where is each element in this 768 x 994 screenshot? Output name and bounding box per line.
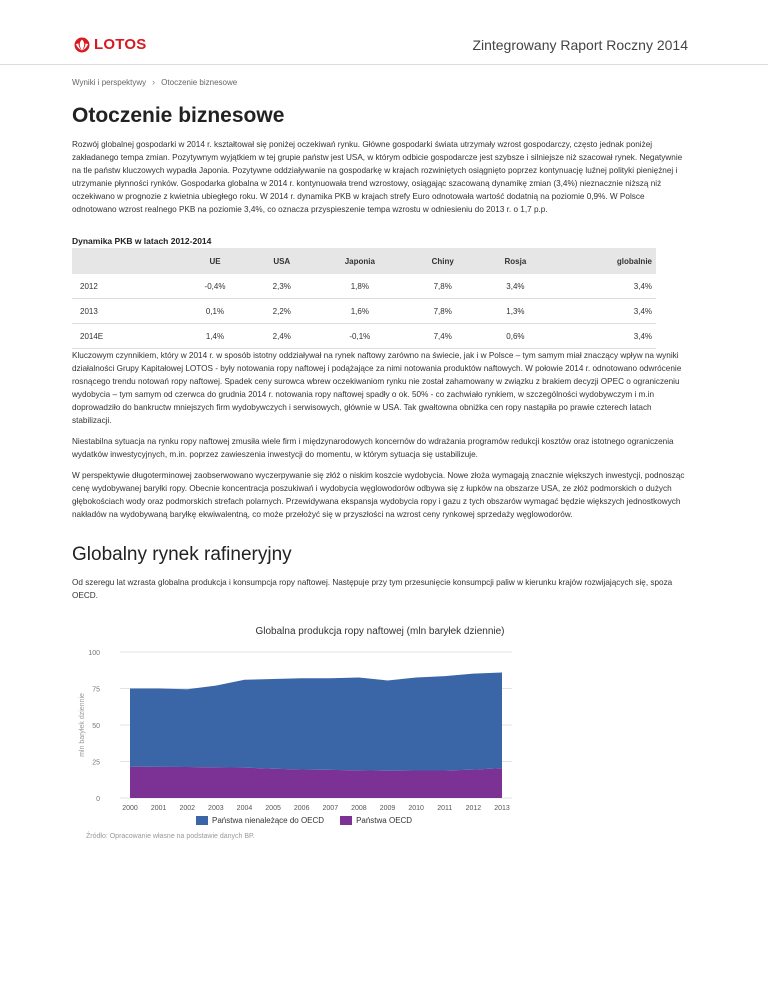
legend-item-oecd xyxy=(340,816,412,825)
paragraph-cost-reduction: Niestabilna sytuacja na rynku ropy naftowej zmusiła wiele firm i międzynarodowych koncernów do wdrażania programów redukcji kosztów oraz istotnego ograniczenia wydatków inwestycyjnych, m.in. poprzez zawieszenia inwestycji do momentu, w którym sytuacja się ustabilizuje. xyxy=(72,437,674,460)
table-cell: 3,4% xyxy=(552,324,657,349)
y-tick-label: 75 xyxy=(92,686,100,694)
lotos-logo[interactable] xyxy=(72,36,146,53)
breadcrumb-item-current: Otoczenie biznesowe xyxy=(161,77,238,87)
table-cell: 7,8% xyxy=(406,274,479,299)
x-tick-label: 2003 xyxy=(208,805,224,812)
table-header-row xyxy=(72,248,656,274)
table-cell: -0,4% xyxy=(180,274,250,299)
area-series-1 xyxy=(130,672,502,770)
x-tick-label: 2013 xyxy=(494,805,510,812)
x-tick-label: 2002 xyxy=(179,805,196,812)
table-cell: 2014E xyxy=(72,324,180,349)
legend-swatch-non-oecd xyxy=(196,816,208,825)
legend-label-non-oecd: Państwa nienależące do OECD xyxy=(212,816,325,825)
legend-swatch-oecd xyxy=(340,816,352,825)
page-header xyxy=(0,0,768,65)
table-cell: 2,3% xyxy=(250,274,314,299)
chart-legend xyxy=(196,816,428,825)
area-series-0 xyxy=(130,767,502,798)
table-header-cell: USA xyxy=(250,248,314,274)
x-tick-label: 2006 xyxy=(293,805,310,812)
x-tick-label: 2011 xyxy=(437,805,453,812)
y-axis-label: mln baryłek dziennie xyxy=(79,693,86,757)
table-cell: 1,3% xyxy=(479,299,551,324)
table-row xyxy=(72,299,656,324)
table-cell: 3,4% xyxy=(479,274,551,299)
table-header-cell: globalnie xyxy=(552,248,657,274)
table-cell: 7,8% xyxy=(406,299,479,324)
table-header-cell: Japonia xyxy=(314,248,407,274)
x-tick-label: 2004 xyxy=(236,805,253,812)
legend-label-oecd: Państwa OECD xyxy=(356,816,413,825)
gdp-table xyxy=(72,248,656,349)
breadcrumb xyxy=(72,77,237,87)
lotos-flame-icon xyxy=(72,37,92,53)
y-tick-label: 100 xyxy=(88,650,100,657)
table-cell: -0,1% xyxy=(314,324,407,349)
table-cell: 3,4% xyxy=(552,299,657,324)
table-cell: 1,8% xyxy=(314,274,407,299)
x-tick-label: 2000 xyxy=(122,805,138,812)
table-cell: 2,2% xyxy=(250,299,314,324)
legend-item-non-oecd xyxy=(196,816,324,825)
table-cell: 0,6% xyxy=(479,324,551,349)
x-tick-label: 2012 xyxy=(465,805,482,812)
paragraph-oil-prices: Kluczowym czynnikiem, który w 2014 r. w sposób istotny oddziaływał na rynek naftowy zarówno na świecie, jak i w Polsce – tym samym miał znaczący wpływ na wyniki działalności Grupy Kapitałowej LOTOS - były notowania ropy naftowej i podążające za nimi notowania produktów naftowych. W połowie 2014 r. odnotowano odwrócenie rosnącego trendu notowań ropy naftowej. Spadek ceny surowca wbrew oczekiwaniom rynku nie został zahamowany w związku z brakiem decyzji OPEC o ograniczeniu wydobycia – tym samym od czerwca do grudnia 2014 r. notowania ropy naftowej spadły o ok. 50% - co zachwiało rynkiem, w szczególności wydobywczym i m.in doprowadziło do bankructw mniejszych firm wydobywczych i serwisowych, głównie w USA. Tak gwałtowna obniżka cen ropy nastąpiła po prawie czterech latach stabilizacji. xyxy=(72,351,682,426)
y-tick-label: 50 xyxy=(92,723,100,730)
paragraph-long-term: W perspektywie długoterminowej zaobserwowano wyczerpywanie się złóż o niskim koszcie wydobycia. Nowe złoża wymagają znacznie większych inwestycji, podnosząc cenę wydobywanej baryłki ropy. Obecnie koncentracja poszukiwań i wydobycia węglowodorów odbywa się z łupków na obszarze USA, ze złóż podmorskich o dużych głębokościach wody oraz podmorskich strefach polarnych. Przewidywana ekspansja wydobycia ropy i gazu z tych obszarów wymagać będzie większych jednostkowych nakładów na wydobywaną baryłkę ekwiwalentną, co może przełożyć się w przyszłości na wzrost ceny rynkowej sprzedaży węglowodorów. xyxy=(72,471,685,520)
table-cell: 3,4% xyxy=(552,274,657,299)
report-title: Zintegrowany Raport Roczny 2014 xyxy=(472,37,688,53)
chart-source: Źródło: Opracowanie własne na podstawie danych BP. xyxy=(86,833,255,840)
table-cell: 2013 xyxy=(72,299,180,324)
breadcrumb-chevron-icon: › xyxy=(152,77,156,87)
x-tick-label: 2005 xyxy=(265,805,281,812)
section-title-refining: Globalny rynek rafineryjny xyxy=(72,544,292,565)
x-tick-label: 2007 xyxy=(322,805,339,812)
table-header-cell xyxy=(72,248,180,274)
y-tick-label: 0 xyxy=(96,796,100,803)
intro-paragraph: Rozwój globalnej gospodarki w 2014 r. kształtował się poniżej oczekiwań rynku. Główne gospodarki świata utrzymały wzrost gospodarczy, często jednak poniżej zakładanego tempa zmian. Pozytywnym wyjątkiem w tej grupie państw jest USA, w którym odbicie gospodarcze jest szybsze i silniejsze niż szacował rynek. Negatywnie na tle państw kluczowych wypadła Japonia. Pozytywne oddziaływanie na gospodarkę w krajach rozwiniętych osiągnięto poprzez kontynuację luźnej polityki pieniężnej i utrzymanie płynności rynków. Gospodarka globalna w 2014 r. kontynuowała trend wzrostowy, osiągając szacowaną dynamikę zmian (3,4%) nieznacznie niższą niż oczekiwano w prognozie z kwietnia ubiegłego roku. W 2014 r. dynamika PKB w krajach strefy Euro odnotowała wartość dodatnią na poziomie 0,9%. W Polsce odnotowano wzrost realnego PKB na poziomie 3,4%, co oznacza przyspieszenie tempa wzrostu w odniesieniu do 2013 r. o 1,7 p.p. xyxy=(72,140,683,215)
table-cell: 1,6% xyxy=(314,299,407,324)
x-tick-label: 2009 xyxy=(379,805,396,812)
y-tick-label: 25 xyxy=(92,759,100,767)
table-header-cell: UE xyxy=(180,248,250,274)
oil-production-chart xyxy=(72,640,532,816)
table-row xyxy=(72,324,656,349)
breadcrumb-item-results[interactable]: Wyniki i perspektywy xyxy=(72,77,147,87)
table-cell: 7,4% xyxy=(406,324,479,349)
gdp-table-title: Dynamika PKB w latach 2012-2014 xyxy=(72,236,212,246)
table-cell: 2012 xyxy=(72,274,180,299)
x-tick-label: 2008 xyxy=(351,805,367,812)
paragraph-refining: Od szeregu lat wzrasta globalna produkcja i konsumpcja ropy naftowej. Następuje przy tym przesunięcie konsumpcji paliw w kierunku krajów rozwijających się, spoza OECD. xyxy=(72,578,673,601)
table-header-cell: Rosja xyxy=(479,248,551,274)
page-title: Otoczenie biznesowe xyxy=(72,104,285,127)
table-cell: 2,4% xyxy=(250,324,314,349)
logo-text: LOTOS xyxy=(94,36,147,53)
x-tick-label: 2010 xyxy=(408,805,424,812)
table-cell: 1,4% xyxy=(180,324,250,349)
table-header-cell: Chiny xyxy=(406,248,479,274)
x-tick-label: 2001 xyxy=(150,805,167,812)
table-cell: 0,1% xyxy=(180,299,250,324)
table-row xyxy=(72,274,656,299)
chart-title: Globalna produkcja ropy naftowej (mln baryłek dziennie) xyxy=(255,626,505,637)
